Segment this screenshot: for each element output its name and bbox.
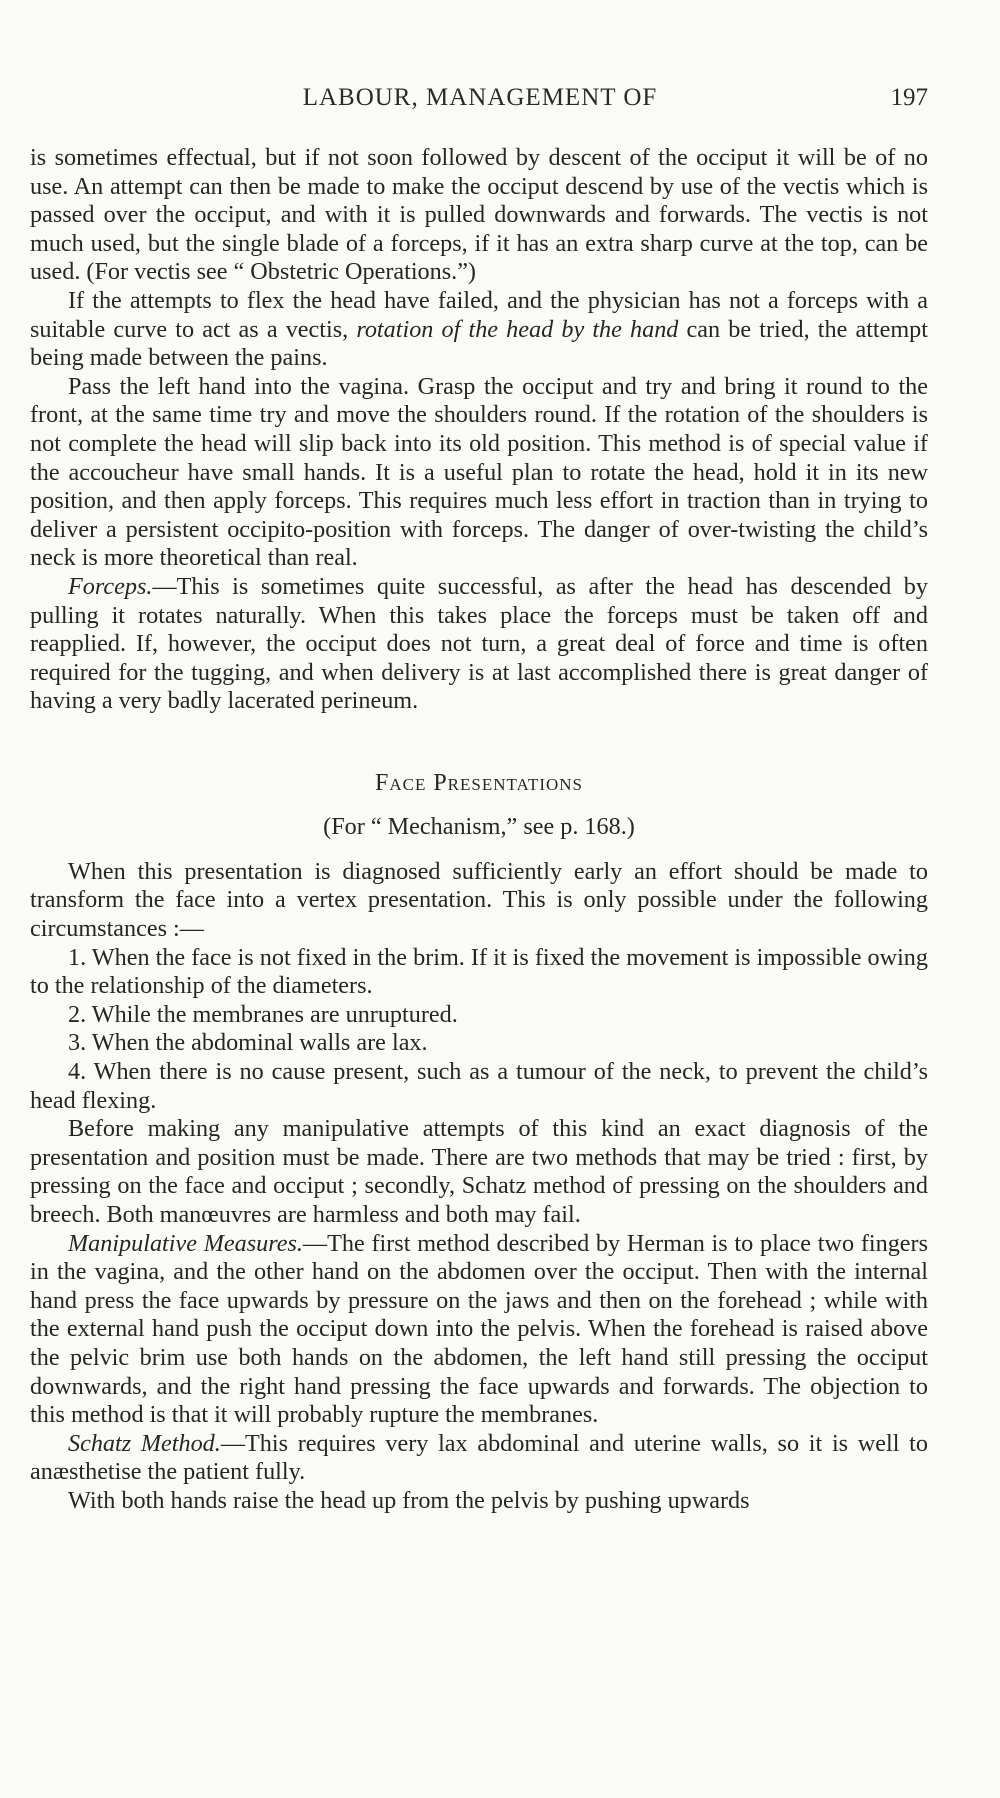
text-run: 2. While the membranes are unruptured. <box>68 1000 458 1028</box>
text-run: When this presentation is diagnosed sufficiently early an effort should be made to transform the face into a vertex presentation. This is only possible under the following circumstances :— <box>30 857 928 943</box>
paragraph <box>30 944 928 1001</box>
text-run: 3. When the abdominal walls are lax. <box>68 1029 428 1057</box>
italic-run: Schatz Method. <box>68 1429 221 1457</box>
paragraph <box>30 287 928 373</box>
paragraph <box>30 373 928 573</box>
body-paragraphs-bottom <box>30 858 928 1516</box>
paragraph <box>30 1058 928 1115</box>
italic-run: Forceps. <box>68 572 153 600</box>
text-run: Pass the left hand into the vagina. Grasp the occiput and try and bring it round to the front, at the same time try and move the shoulders round. If the rotation of the shoulders is not complete the head will slip back into its old position. This method is of special value if the accoucheur have small hands. It is a useful plan to rotate the head, hold it in its new position, and then apply forceps. This requires much less effort in traction than in trying to deliver a persistent occipito-position with forceps. The danger of over-twisting the child’s neck is more theoretical than real. <box>30 372 928 572</box>
text-run: —This requires very lax abdominal and uterine walls, so it is well to anæsthetise the patient fully. <box>30 1429 928 1486</box>
paragraph <box>30 573 928 716</box>
text-run: can be tried, the attempt being made between the pains. <box>30 315 928 372</box>
page-number: 197 <box>890 84 928 111</box>
text-run: —This is sometimes quite successful, as after the head has descended by pulling it rotates naturally. When this takes place the forceps must be taken off and reapplied. If, however, the occiput does not turn, a great deal of force and time is often required for the tugging, and when delivery is at last accomplished there is great danger of having a very badly lacerated perineum. <box>30 572 928 715</box>
running-head <box>32 84 928 124</box>
running-title: LABOUR, MANAGEMENT OF <box>302 84 658 111</box>
text-run: 1. When the face is not fixed in the brim. If it is fixed the movement is impossible owing to the relationship of the diameters. <box>30 943 928 1000</box>
paragraph <box>30 1029 928 1058</box>
paragraph <box>30 1430 928 1487</box>
text-run: If the attempts to flex the head have failed, and the physician has not a forceps with a suitable curve to act as a vectis, <box>30 286 928 343</box>
italic-run: rotation of the head by the hand <box>356 315 679 343</box>
text-run: Before making any manipulative attempts of this kind an exact diagnosis of the presentation and position must be made. There are two methods that may be tried : first, by pressing on the face and occiput ; secondly, Schatz method of pressing on the shoulders and breech. Both manœuvres are harmless and both may fail. <box>30 1115 928 1228</box>
text-run: is sometimes effectual, but if not soon followed by descent of the occiput it will be of no use. An attempt can then be made to make the occiput descend by use of the vectis which is passed over the occiput, and with it is pulled downwards and forwards. The vectis is not much used, but the single blade of a forceps, if it has an extra sharp curve at the top, can be used. (For vectis see “ Obstetric Operations.”) <box>30 144 928 286</box>
paragraph <box>30 1115 928 1229</box>
page-body <box>30 144 928 1516</box>
paragraph <box>30 144 928 287</box>
text-run: 4. When there is no cause present, such as a tumour of the neck, to prevent the child’s head flexing. <box>30 1058 928 1114</box>
paragraph <box>30 1487 928 1516</box>
paragraph <box>30 858 928 944</box>
text-run: With both hands raise the head up from the pelvis by pushing upwards <box>68 1486 750 1514</box>
text-run: —The first method described by Herman is to place two fingers in the vagina, and the other hand on the abdomen over the occiput. Then with the internal hand press the face upwards by pressure on the jaws and then on the forehead ; while with the external hand push the occiput down into the pelvis. When the forehead is raised above the pelvic brim use both hands on the abdomen, the left hand still pressing the occiput downwards, and the right hand pressing the face upwards and forwards. The objection to this method is that it will probably rupture the membranes. <box>30 1229 928 1429</box>
paragraph <box>30 1001 928 1030</box>
paragraph <box>30 1230 928 1430</box>
body-paragraphs-top <box>30 144 928 716</box>
section-heading: Face Presentations <box>374 769 583 796</box>
section-subheading: (For “ Mechanism,” see p. 168.) <box>323 812 635 840</box>
italic-run: Manipulative Measures. <box>68 1229 303 1257</box>
